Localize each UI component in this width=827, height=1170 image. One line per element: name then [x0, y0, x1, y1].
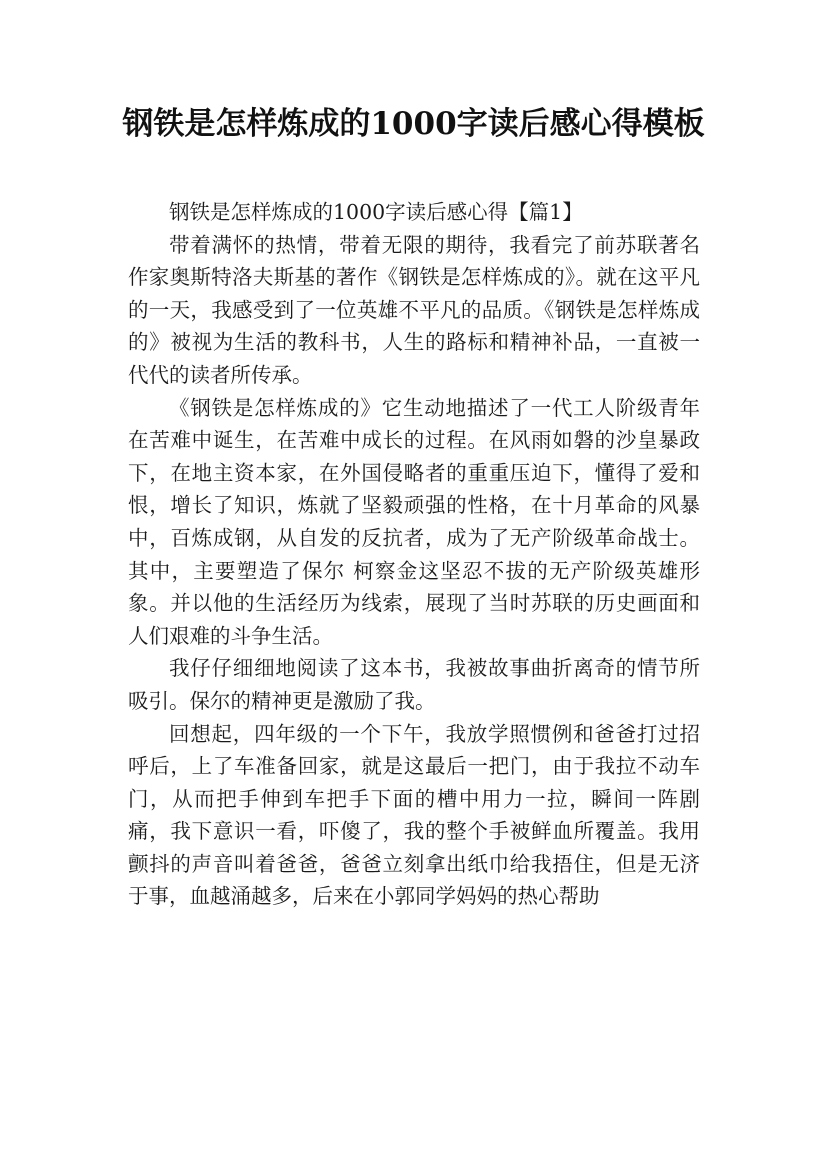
section-heading: 钢铁是怎样炼成的1000字读后感心得【篇1】	[169, 200, 583, 224]
paragraph-1: 带着满怀的热情，带着无限的期待，我看完了前苏联著名作家奥斯特洛夫斯基的著作《钢铁是怎样炼成的》。就在这平凡的一天，我感受到了一位英雄不平凡的品质。《钢铁是怎样炼成的》被视为生活的教科书，人生的路标和精神补品，一直被一代代的读者所传承。	[128, 232, 700, 387]
document-title: 钢铁是怎样炼成的1000字读后感心得模板	[122, 106, 705, 142]
paragraph-4: 回想起，四年级的一个下午，我放学照惯例和爸爸打过招呼后，上了车准备回家，就是这最后一把门，由于我拉不动车门，从而把手伸到车把手下面的槽中用力一拉，瞬间一阵剧痛，我下意识一看，吓傻了，我的整个手被鲜血所覆盖。我用颤抖的声音叫着爸爸，爸爸立刻拿出纸巾给我捂住，但是无济于事，血越涌越多，后来在小郭同学妈妈的热心帮助	[128, 721, 700, 909]
paragraph-3: 我仔仔细细地阅读了这本书，我被故事曲折离奇的情节所吸引。保尔的精神更是激励了我。	[128, 656, 700, 713]
document-body	[128, 196, 700, 913]
paragraph-2: 《钢铁是怎样炼成的》它生动地描述了一代工人阶级青年在苦难中诞生，在苦难中成长的过程。在风雨如磐的沙皇暴政下，在地主资本家，在外国侵略者的重重压迫下，懂得了爱和恨，增长了知识，炼就了坚毅顽强的性格，在十月革命的风暴中，百炼成钢，从自发的反抗者，成为了无产阶级革命战士。其中，主要塑造了保尔 柯察金这坚忍不拔的无产阶级英雄形象。并以他的生活经历为线索，展现了当时苏联的历史画面和人们艰难的斗争生活。	[128, 395, 700, 648]
